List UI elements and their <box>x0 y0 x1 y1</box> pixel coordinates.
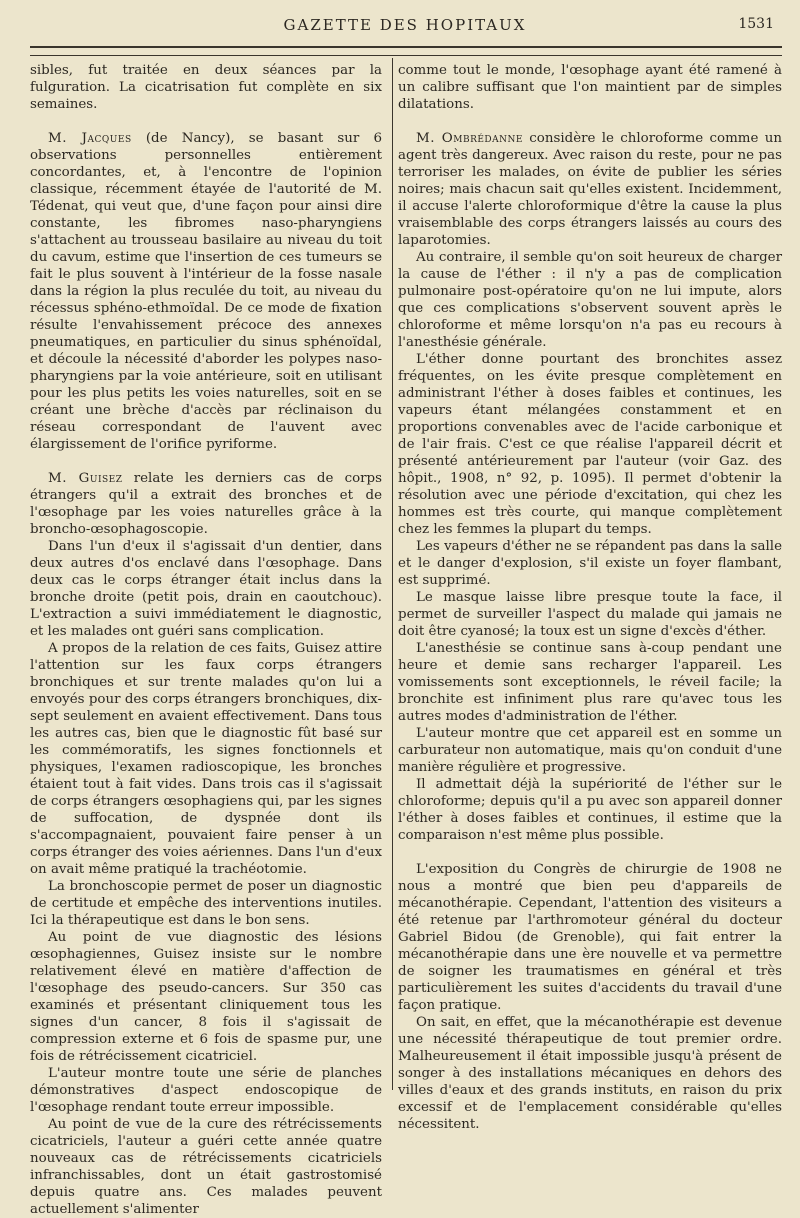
author-name: M. Guisez <box>48 471 123 486</box>
paragraph: Il admettait déjà la supériorité de l'éther sur le chloroforme; depuis qu'il a pu avec son appareil donner l'éther à doses faibles et continues, il estime que la comparaison n'est même plus possible. <box>398 777 782 843</box>
paragraph-text: relate les derniers cas de corps étrangers qu'il a extrait des bronches et de l'œsophage par les voies naturelles grâce à la broncho-œsophagoscopie. <box>30 471 382 537</box>
paragraph: L'auteur montre que cet appareil est en somme un carburateur non automatique, mais qu'on conduit d'une manière régulière et progressive. <box>398 726 782 775</box>
paragraph <box>30 130 382 453</box>
journal-title: GAZETTE DES HOPITAUX <box>283 16 527 34</box>
paragraph: A propos de la relation de ces faits, Guisez attire l'attention sur les faux corps étrangers bronchiques et sur trente malades qu'on lui a envoyés pour des corps étrangers bronchiques, dix-sept seulement en avaient effectivement. Dans tous les autres cas, bien que le diagnostic fût basé sur les commémoratifs, les signes fonctionnels et physiques, l'examen radioscopique, les bronches étaient tout à fait vides. Dans trois cas il s'agissait de corps étrangers œsophagiens qui, par les signes de suffocation, de dyspnée dont ils s'accompagnaient, pouvaient faire penser à un corps étranger des voies aériennes. Dans l'un d'eux on avait même pratiqué la trachéotomie. <box>30 641 382 877</box>
page-header <box>30 16 780 42</box>
paragraph: Au contraire, il semble qu'on soit heureux de charger la cause de l'éther : il n'y a pas de complication pulmonaire post-opératoire qu'on ne lui impute, alors que ces complications s'observent souvent après le chloroforme et même lorsqu'on n'a pas eu recours à l'anesthésie générale. <box>398 250 782 350</box>
right-column <box>398 62 782 1133</box>
paragraph: L'éther donne pourtant des bronchites assez fréquentes, on les évite presque complètement en administrant l'éther à doses faibles et continues, les vapeurs étant mélangées constamment et en proportions convenables avec de l'acide carbonique et de l'air frais. C'est ce que réalise l'appareil décrit et présenté antérieurement par l'auteur (voir Gaz. des hôpit., 1908, n° 92, p. 1095). Il permet d'obtenir la résolution avec une période d'excitation, qui chez les hommes est très courte, qui manque complètement chez les femmes la plupart du temps. <box>398 352 782 537</box>
paragraph: comme tout le monde, l'œsophage ayant été ramené à un calibre suffisant que l'on maintient par de simples dilatations. <box>398 63 782 112</box>
paragraph: On sait, en effet, que la mécanothérapie est devenue une nécessité thérapeutique de tout premier ordre. Malheureusement il était impossible jusqu'à présent de songer à des installations mécaniques en dehors des villes d'eaux et des grands instituts, en raison du prix excessif et de l'emplacement considérable qu'elles nécessitent. <box>398 1015 782 1132</box>
column-divider <box>392 58 393 1090</box>
paragraph: La bronchoscopie permet de poser un diagnostic de certitude et empêche des interventions inutiles. Ici la thérapeutique est dans le bon sens. <box>30 879 382 928</box>
paragraph-text: considère le chloroforme comme un agent très dangereux. Avec raison du reste, pour ne pas terroriser les malades, on évite de publier les séries noires; mais chacun sait qu'elles existent. Incidemment, il accuse l'alerte chloroformique d'être la cause la plus vraisemblable des corps étrangers laissés au cours des laparotomies. <box>398 131 782 248</box>
paragraph <box>398 130 782 249</box>
paragraph: L'auteur montre toute une série de planches démonstratives d'aspect endoscopique de l'œsophage rendant toute erreur impossible. <box>30 1066 382 1115</box>
author-name: M. Jacques <box>48 131 132 146</box>
left-column <box>30 62 382 1218</box>
paragraph-text: (de Nancy), se basant sur 6 observations personnelles entièrement concordantes, et, à l'encontre de l'opinion classique, récemment étayée de l'autorité de M. Tédenat, qui veut que, d'une façon pour ainsi dire constante, les fibromes naso-pharyngiens s'attachent au trousseau basilaire au niveau du toit du cavum, estime que l'insertion de ces tumeurs se fait le plus souvent à l'intérieur de la fosse nasale dans la région la plus reculée du toit, au niveau du récessus sphéno-ethmoïdal. De ce mode de fixation résulte l'envahissement précoce des annexes pneumatiques, en particulier du sinus sphénoïdal, et découle la nécessité d'aborder les polypes naso-pharyngiens par la voie antérieure, soit en utilisant pour les plus petits les voies naturelles, soit en se créant une brèche d'accès par réclinaison du réseau correspondant de l'auvent avec élargissement de l'orifice pyriforme. <box>30 131 382 452</box>
header-rule-thin <box>30 55 782 56</box>
page-number: 1531 <box>738 16 774 32</box>
paragraph: Les vapeurs d'éther ne se répandent pas dans la salle et le danger d'explosion, s'il existe un foyer flambant, est supprimé. <box>398 539 782 588</box>
paragraph: L'exposition du Congrès de chirurgie de 1908 ne nous a montré que bien peu d'appareils de mécanothérapie. Cependant, l'attention des visiteurs a été retenue par l'arthromoteur général du docteur Gabriel Bidou (de Grenoble), qui fait entrer la mécanothérapie dans une ère nouvelle et va permettre de soigner les traumatismes en général et très particulièrement les suites d'accidents du travail d'une façon pratique. <box>398 862 782 1013</box>
author-name: M. Ombrédanne <box>416 131 523 146</box>
paragraph: Dans l'un d'eux il s'agissait d'un dentier, dans deux autres d'os enclavé dans l'œsophage. Dans deux cas le corps étranger était inclus dans la bronche droite (petit pois, drain en caoutchouc). L'extraction a suivi immédiatement le diagnostic, et les malades ont guéri sans complication. <box>30 539 382 639</box>
paragraph: sibles, fut traitée en deux séances par la fulguration. La cicatrisation fut complète en six semaines. <box>30 63 382 112</box>
paragraph: Au point de vue de la cure des rétrécissements cicatriciels, l'auteur a guéri cette année quatre nouveaux cas de rétrécissements cicatriciels infranchissables, dont un était gastrostomisé depuis quatre ans. Ces malades peuvent actuellement s'alimenter <box>30 1117 382 1217</box>
paragraph: Le masque laisse libre presque toute la face, il permet de surveiller l'aspect du malade qui jamais ne doit être cyanosé; la toux est un signe d'excès d'éther. <box>398 590 782 639</box>
paragraph <box>30 470 382 538</box>
header-rule-thick <box>30 46 782 48</box>
paragraph: Au point de vue diagnostic des lésions œsophagiennes, Guisez insiste sur le nombre relativement élevé en matière d'affection de l'œsophage des pseudo-cancers. Sur 350 cas examinés et présentant cliniquement tous les signes d'un cancer, 8 fois il s'agissait de compression externe et 6 fois de spasme pur, une fois de rétrécissement cicatriciel. <box>30 930 382 1064</box>
paragraph: L'anesthésie se continue sans à-coup pendant une heure et demie sans recharger l'appareil. Les vomissements sont exceptionnels, le réveil facile; la bronchite est infiniment plus rare qu'avec tous les autres modes d'administration de l'éther. <box>398 641 782 724</box>
